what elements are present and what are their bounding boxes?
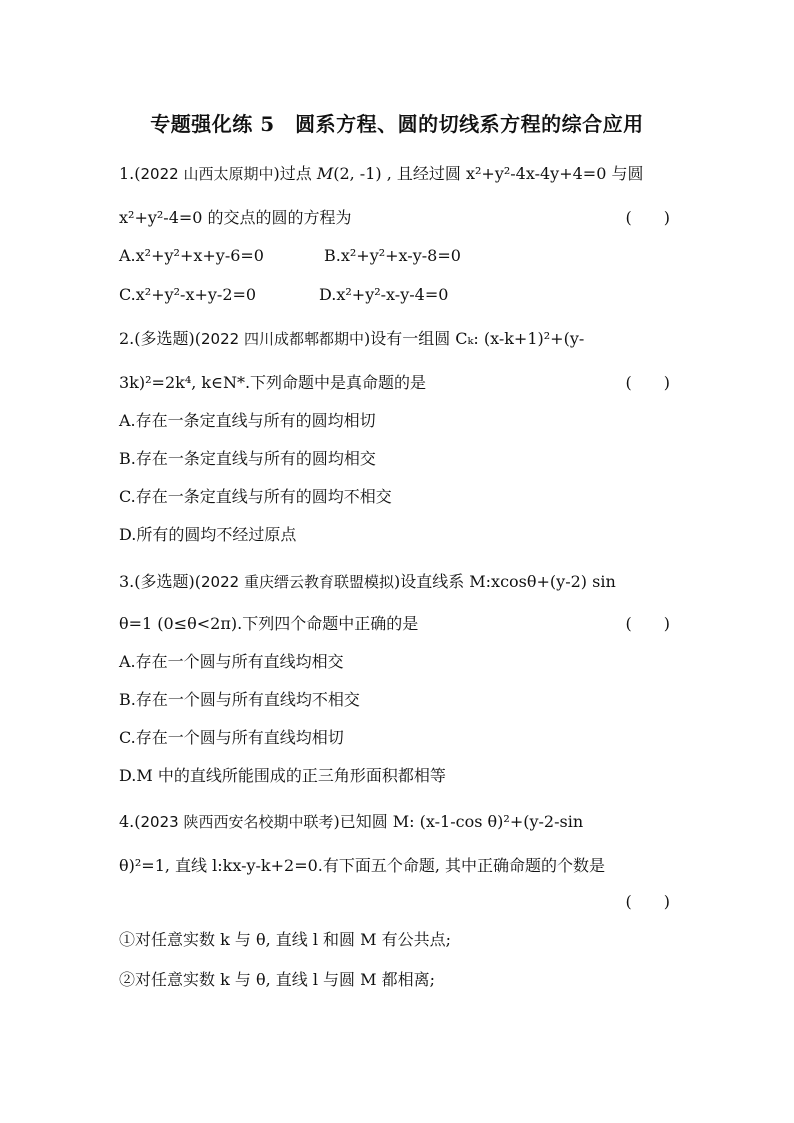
- q2-answer-paren: ( ): [625, 373, 670, 392]
- q4-answer-paren: ( ): [625, 892, 670, 911]
- q1-option-a: A.x²+y²+x+y-6=0: [119, 246, 264, 265]
- q3-option-b: B.存在一个圆与所有直线均不相交: [119, 690, 360, 709]
- q1-number: 1.(: [119, 164, 141, 183]
- q2-option-b: B.存在一条定直线与所有的圆均相交: [119, 449, 376, 468]
- q1-option-d: D.x²+y²-x-y-4=0: [319, 285, 449, 304]
- q3-option-a: A.存在一个圆与所有直线均相交: [119, 652, 344, 671]
- q1-answer-paren: ( ): [625, 208, 670, 227]
- q4-source: 2023 陕西西安名校期中联考: [140, 813, 334, 831]
- q3-line1: [119, 572, 794, 592]
- q2-line1-text: )设有一组圆 Cₖ: (x-k+1)²+(y-: [363, 329, 585, 348]
- q1-point-label: M: [316, 164, 334, 183]
- q1-option-b: B.x²+y²+x-y-8=0: [324, 246, 461, 265]
- q4-line1: [119, 812, 794, 832]
- q2-line1: [119, 329, 794, 349]
- q2-line2: 3k)²=2k⁴, k∈N*.下列命题中是真命题的是: [119, 373, 427, 392]
- q3-line2: θ=1 (0≤θ<2π).下列四个命题中正确的是: [119, 614, 419, 633]
- q3-source: 2022 重庆缙云教育联盟模拟: [201, 573, 394, 591]
- q3-option-c: C.存在一个圆与所有直线均相切: [119, 728, 344, 747]
- q1-line1-text: (2, -1) , 且经过圆 x²+y²-4x-4y+4=0 与圆: [333, 164, 644, 183]
- q3-number: 3.(多选题)(: [119, 572, 201, 591]
- q4-item-1: ①对任意实数 k 与 θ, 直线 l 和圆 M 有公共点;: [119, 930, 451, 949]
- q1-line2: x²+y²-4=0 的交点的圆的方程为: [119, 208, 352, 227]
- q1-lead: )过点: [273, 164, 317, 183]
- q4-number: 4.(: [119, 812, 141, 831]
- page-title: 专题强化练 5 圆系方程、圆的切线系方程的综合应用: [150, 112, 644, 136]
- q3-answer-paren: ( ): [625, 614, 670, 633]
- q2-option-d: D.所有的圆均不经过原点: [119, 525, 297, 544]
- q2-number: 2.(多选题)(: [119, 329, 201, 348]
- q2-source: 2022 四川成都郫都期中: [201, 330, 364, 348]
- q4-line2: θ)²=1, 直线 l:kx-y-k+2=0.有下面五个命题, 其中正确命题的个数是: [119, 856, 606, 875]
- q4-line1-text: )已知圆 M: (x-1-cos θ)²+(y-2-sin: [333, 812, 584, 831]
- q2-option-c: C.存在一条定直线与所有的圆均不相交: [119, 487, 392, 506]
- q2-option-a: A.存在一条定直线与所有的圆均相切: [119, 411, 376, 430]
- q1-line1: [119, 164, 794, 184]
- q3-line1-text: )设直线系 M:xcosθ+(y-2) sin: [393, 572, 616, 591]
- q3-option-d: D.M 中的直线所能围成的正三角形面积都相等: [119, 766, 446, 785]
- q4-item-2: ②对任意实数 k 与 θ, 直线 l 与圆 M 都相离;: [119, 970, 435, 989]
- q1-option-c: C.x²+y²-x+y-2=0: [119, 285, 257, 304]
- q1-source: 2022 山西太原期中: [140, 165, 274, 183]
